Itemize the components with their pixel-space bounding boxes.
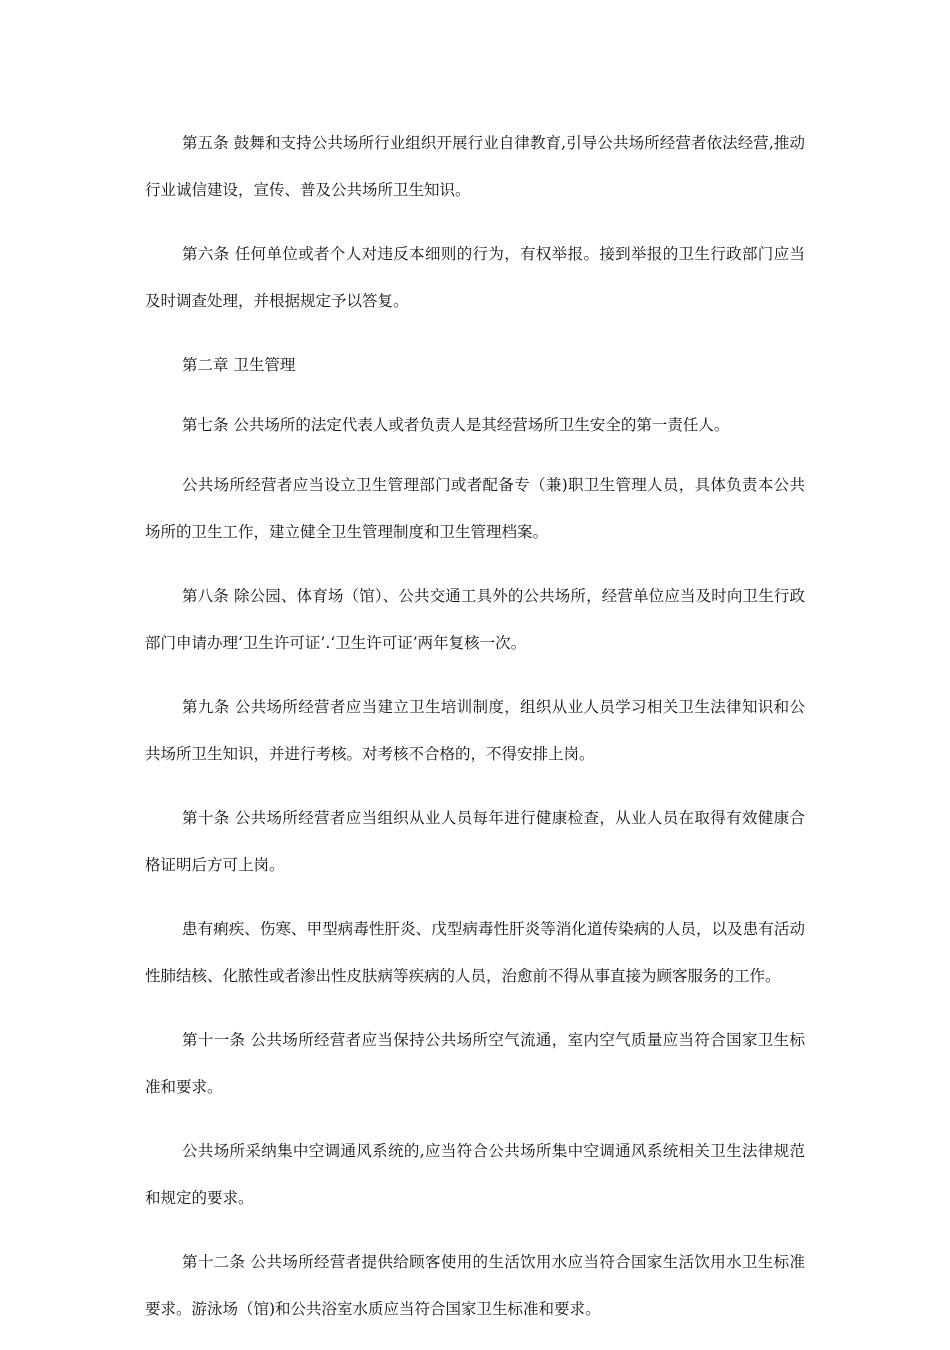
paragraph-article-10: 第十条 公共场所经营者应当组织从业人员每年进行健康检查，从业人员在取得有效健康合格证明后方可上岗。 bbox=[145, 809, 805, 874]
paragraph-article-9: 第九条 公共场所经营者应当建立卫生培训制度，组织从业人员学习相关卫生法律知识和公共场所卫生知识，并进行考核。对考核不合格的，不得安排上岗。 bbox=[145, 698, 805, 763]
document-body bbox=[145, 120, 805, 1350]
paragraph-article-11: 第十一条 公共场所经营者应当保持公共场所空气流通，室内空气质量应当符合国家卫生标准和要求。 bbox=[145, 1031, 805, 1096]
paragraph-article-5: 第五条 鼓舞和支持公共场所行业组织开展行业自律教育,引导公共场所经营者依法经营,推动行业诚信建设，宣传、普及公共场所卫生知识。 bbox=[145, 134, 805, 199]
paragraph-article-7: 第七条 公共场所的法定代表人或者负责人是其经营场所卫生安全的第一责任人。 bbox=[182, 416, 730, 434]
paragraph-article-8: 第八条 除公园、体育场（馆）、公共交通工具外的公共场所，经营单位应当及时向卫生行政部门申请办理‘卫生许可证’.‘卫生许可证’两年复核一次。 bbox=[145, 587, 805, 652]
chapter-heading: 第二章 卫生管理 bbox=[182, 356, 296, 374]
paragraph-article-6: 第六条 任何单位或者个人对违反本细则的行为，有权举报。接到举报的卫生行政部门应当及时调查处理，并根据规定予以答复。 bbox=[145, 245, 805, 310]
paragraph-article-10-cont: 患有痢疾、伤寒、甲型病毒性肝炎、戊型病毒性肝炎等消化道传染病的人员，以及患有活动性肺结核、化脓性或者渗出性皮肤病等疾病的人员，治愈前不得从事直接为顾客服务的工作。 bbox=[145, 920, 805, 985]
paragraph-article-7-cont: 公共场所经营者应当设立卫生管理部门或者配备专（兼)职卫生管理人员，具体负责本公共场所的卫生工作，建立健全卫生管理制度和卫生管理档案。 bbox=[145, 476, 805, 541]
paragraph-article-11-cont: 公共场所采纳集中空调通风系统的,应当符合公共场所集中空调通风系统相关卫生法律规范和规定的要求。 bbox=[145, 1142, 805, 1207]
paragraph-article-12: 第十二条 公共场所经营者提供给顾客使用的生活饮用水应当符合国家生活饮用水卫生标准要求。游泳场（馆)和公共浴室水质应当符合国家卫生标准和要求。 bbox=[145, 1253, 805, 1318]
